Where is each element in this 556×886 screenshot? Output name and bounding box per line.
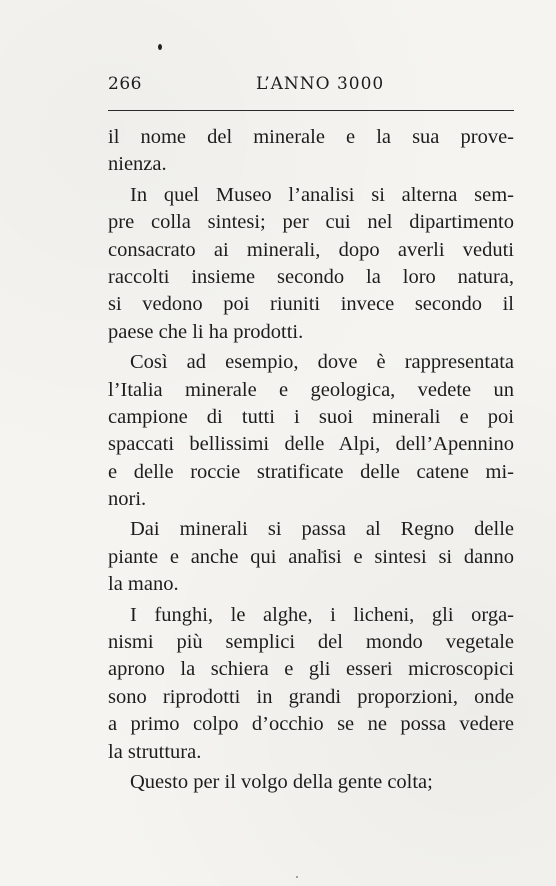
text-line: piante e anche qui analisi e sintesi si danno — [108, 545, 514, 568]
text-line: consacrato ai minerali, dopo averli veduti — [108, 238, 514, 261]
paragraph — [108, 349, 514, 513]
text-line: si vedono poi riuniti invece secondo il — [108, 293, 514, 316]
text-line: l’Italia minerale e geologica, vedete un — [108, 378, 514, 401]
text-line: paese che li ha prodotti. — [108, 320, 304, 343]
text-line: I funghi, le alghe, i licheni, gli orga- — [130, 603, 514, 626]
text-line: raccolti insieme secondo la loro natura, — [108, 265, 514, 288]
text-line: Così ad esempio, dove è rappresentata — [130, 351, 514, 374]
text-line: spaccati bellissimi delle Alpi, dell’Apennino — [108, 433, 514, 456]
paragraph — [108, 602, 514, 766]
paragraph — [108, 124, 514, 179]
text-line: aprono la schiera e gli esseri microscopici — [108, 658, 514, 681]
text-line: pre colla sintesi; per cui nel dipartimento — [108, 211, 514, 234]
ink-speck — [158, 44, 162, 50]
text-line: e delle roccie stratificate delle catene mi- — [108, 460, 514, 483]
text-line: Questo per il volgo della gente colta; — [130, 770, 433, 793]
text-line: sono riprodotti in grandi proporzioni, onde — [108, 685, 514, 708]
text-line: nori. — [108, 488, 147, 511]
text-line: la mano. — [108, 573, 179, 596]
text-line: campione di tutti i suoi minerali e poi — [108, 405, 514, 428]
page-header — [108, 74, 514, 96]
body-text — [108, 124, 514, 796]
text-line: il nome del minerale e la sua prove- — [108, 126, 514, 148]
ink-speck — [296, 876, 298, 878]
running-title: L’ANNO 3000 — [256, 74, 385, 94]
paragraph — [108, 769, 514, 796]
paragraph — [108, 182, 514, 346]
text-line: a primo colpo d’occhio se ne possa vedere — [108, 713, 514, 736]
text-line: In quel Museo l’analisi si alterna sem- — [130, 183, 514, 206]
page-number: 266 — [108, 74, 142, 94]
header-rule — [108, 110, 514, 111]
text-line: nienza. — [108, 153, 167, 176]
text-line: la struttura. — [108, 740, 202, 763]
text-line: nismi più semplici del mondo vegetale — [108, 631, 514, 654]
paragraph — [108, 516, 514, 598]
text-line: Dai minerali si passa al Regno delle — [130, 518, 514, 541]
